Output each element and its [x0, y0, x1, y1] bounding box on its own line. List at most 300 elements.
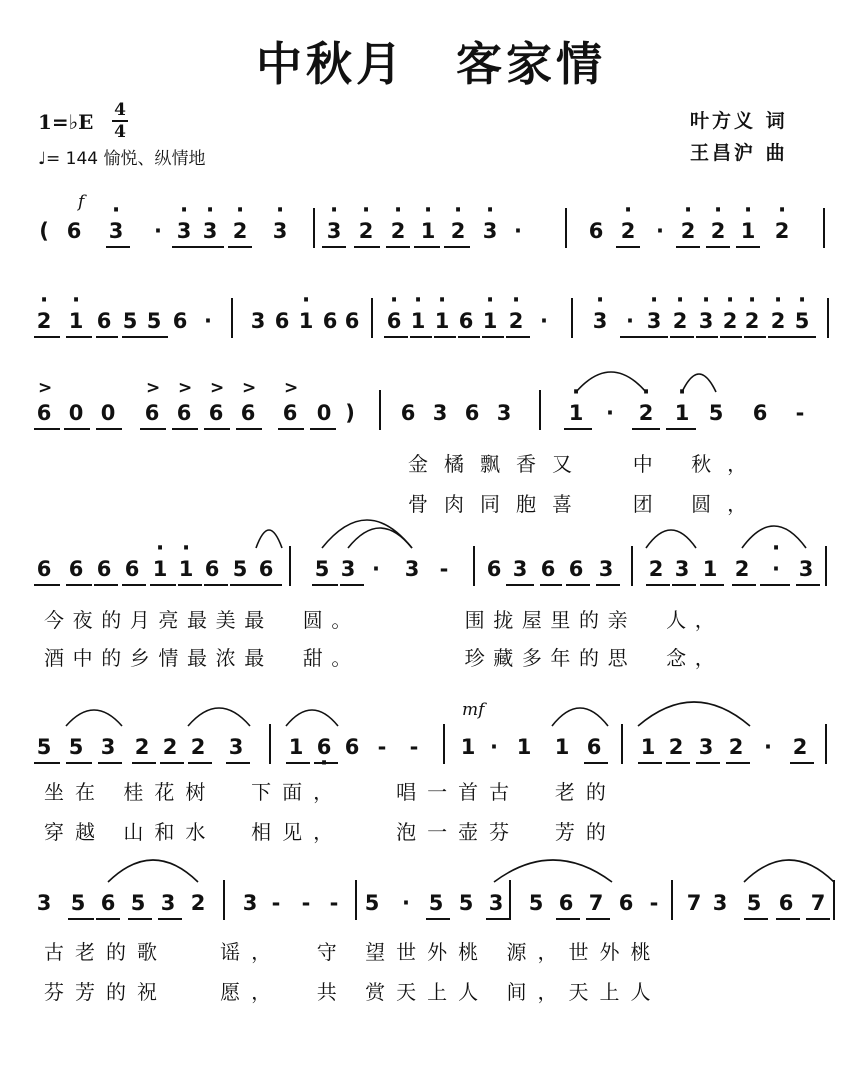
note: 5	[36, 735, 52, 759]
note: · 1	[670, 400, 694, 426]
barline	[379, 390, 381, 430]
note: 5	[746, 891, 762, 915]
note: · 1	[430, 308, 454, 334]
note: 6	[274, 309, 290, 333]
beam-underline	[444, 246, 470, 248]
note: 5	[68, 735, 84, 759]
note: 6 ·	[312, 734, 336, 760]
note: 3	[488, 891, 504, 915]
barline	[289, 546, 291, 586]
augmentation-dot: ·	[514, 219, 522, 243]
note: · 2	[766, 308, 790, 334]
beam-underline	[322, 246, 346, 248]
beam-underline	[726, 762, 750, 764]
barline	[473, 546, 475, 586]
note: · 1	[148, 556, 172, 582]
barline	[231, 298, 233, 338]
beam-underline	[696, 762, 720, 764]
note: 6	[618, 891, 634, 915]
beam-underline	[506, 336, 530, 338]
beam-underline	[458, 336, 480, 338]
sustain-dash: -	[271, 891, 281, 915]
note: 6	[68, 557, 84, 581]
barline	[269, 724, 271, 764]
beam-underline	[720, 336, 742, 338]
score-system	[0, 308, 862, 368]
note: · 3	[478, 218, 502, 244]
note: 6	[540, 557, 556, 581]
note: 3	[228, 735, 244, 759]
time-signature	[110, 100, 130, 142]
beam-underline	[310, 428, 336, 430]
lyric-line-2: 穿越 山和水 相见， 泡一壶芬 芳的	[44, 820, 617, 844]
note: 6	[96, 309, 112, 333]
note: · 2	[446, 218, 470, 244]
beam-underline	[122, 584, 146, 586]
tempo-marking: ♩= 144 愉悦、纵情地	[38, 149, 206, 169]
barline	[671, 880, 673, 920]
beam-underline	[638, 762, 662, 764]
beam-underline	[410, 336, 432, 338]
note: · 2	[770, 218, 794, 244]
sustain-dash: -	[329, 891, 339, 915]
score-system	[0, 218, 862, 278]
beam-underline	[94, 584, 118, 586]
note: · 2	[718, 308, 742, 334]
beam-underline	[128, 918, 152, 920]
note: · 3	[268, 218, 292, 244]
beam-underline	[620, 336, 644, 338]
note: 5	[364, 891, 380, 915]
note: · 3	[198, 218, 222, 244]
slur-arc	[188, 706, 250, 728]
augmentation-dot: ·	[402, 891, 410, 915]
beam-underline	[666, 428, 696, 430]
beam-underline	[150, 584, 176, 586]
lyric-line-2: 酒中的乡情最浓最 甜。 珍藏多年的思 念，	[44, 646, 724, 670]
note: · 3	[642, 308, 666, 334]
note: · 2	[676, 218, 700, 244]
note: 3	[100, 735, 116, 759]
note: · 3	[104, 218, 128, 244]
beam-underline	[672, 584, 696, 586]
note: · 2	[228, 218, 252, 244]
beam-underline	[696, 336, 718, 338]
note: · 1	[736, 218, 760, 244]
beam-underline	[204, 428, 230, 430]
augmentation-dot: ·	[154, 219, 162, 243]
beam-underline	[204, 584, 228, 586]
slur-arc	[286, 708, 338, 728]
augmentation-dot: ·	[606, 401, 614, 425]
note: 0	[316, 401, 332, 425]
note: · 3	[588, 308, 612, 334]
note: 6	[144, 401, 160, 425]
beam-underline	[158, 918, 182, 920]
barline	[509, 880, 511, 920]
note: 6	[344, 309, 360, 333]
beam-underline	[670, 336, 694, 338]
slur-arc	[552, 706, 608, 728]
note: 6	[464, 401, 480, 425]
lyric-line-1: 坐在 桂花树 下面， 唱一首古 老的	[44, 780, 617, 804]
score-system	[0, 890, 862, 1004]
note: · 2	[634, 400, 658, 426]
beam-underline	[586, 918, 610, 920]
beam-underline	[106, 246, 130, 248]
beam-underline	[732, 584, 756, 586]
augmentation-dot: ·	[540, 309, 548, 333]
lyric-line-2: 芬芳的祝 愿， 共 赏天上人 间，天上人	[44, 980, 662, 1004]
note: )	[345, 401, 355, 425]
barline	[571, 298, 573, 338]
note: 3	[674, 557, 690, 581]
slur-arc	[348, 526, 412, 550]
beam-underline	[132, 762, 156, 764]
note: 1	[516, 735, 532, 759]
beam-underline	[64, 428, 90, 430]
beam-underline	[230, 584, 256, 586]
beam-underline	[68, 918, 94, 920]
sustain-dash: -	[409, 735, 419, 759]
note: · 5	[790, 308, 814, 334]
note: 5	[458, 891, 474, 915]
note: 2	[190, 891, 206, 915]
note: 7	[588, 891, 604, 915]
slur-arc	[638, 700, 750, 728]
augmentation-dot: ·	[764, 735, 772, 759]
key-signature: 1=♭E	[38, 110, 94, 134]
note: 3	[496, 401, 512, 425]
slur-arc	[66, 708, 122, 728]
lyric-line-2: 骨肉同胞喜 团 圆，	[408, 492, 764, 516]
beam-underline	[236, 428, 262, 430]
slur-arc	[256, 528, 282, 550]
accent-mark: >	[210, 378, 225, 398]
note: 3	[598, 557, 614, 581]
beam-underline	[96, 428, 122, 430]
barline	[631, 546, 633, 586]
barline	[823, 208, 825, 248]
beam-underline	[426, 918, 450, 920]
note: 2	[792, 735, 808, 759]
beam-underline	[256, 584, 282, 586]
note: 3	[698, 735, 714, 759]
note: 6	[778, 891, 794, 915]
lyric-line-1: 金橘飘香又 中 秋，	[408, 452, 764, 476]
note: 6	[486, 557, 502, 581]
beam-underline	[66, 584, 92, 586]
beam-underline	[286, 762, 310, 764]
beam-underline	[482, 336, 504, 338]
beam-underline	[744, 336, 766, 338]
slur-arc	[494, 858, 612, 884]
note: · 2	[354, 218, 378, 244]
accent-mark: >	[242, 378, 257, 398]
note: · 1	[174, 556, 198, 582]
note: 5	[528, 891, 544, 915]
note: 6	[100, 891, 116, 915]
note: 6	[752, 401, 768, 425]
augmentation-dot: · ·	[764, 556, 788, 582]
beam-underline	[632, 428, 660, 430]
beam-underline	[776, 918, 800, 920]
note: · 3	[172, 218, 196, 244]
lyric-line-1: 今夜的月亮最美最 圆。 围拢屋里的亲 人，	[44, 608, 724, 632]
beam-underline	[486, 918, 510, 920]
beam-underline	[140, 428, 166, 430]
note: 7	[810, 891, 826, 915]
beam-underline	[314, 762, 338, 764]
note: · 2	[706, 218, 730, 244]
note: 5	[122, 309, 138, 333]
beam-underline	[584, 762, 608, 764]
beam-underline	[556, 918, 580, 920]
note: 5	[708, 401, 724, 425]
beam-underline	[792, 336, 816, 338]
beam-underline	[34, 428, 60, 430]
note: 6	[124, 557, 140, 581]
time-signature-bottom: 4	[114, 121, 126, 142]
beam-underline	[172, 246, 196, 248]
dynamic-forte: f	[78, 192, 85, 212]
sustain-dash: -	[439, 557, 449, 581]
note: 6	[66, 219, 82, 243]
note: 5	[70, 891, 86, 915]
beam-underline	[34, 336, 60, 338]
slur-arc	[742, 524, 806, 550]
beam-underline	[66, 336, 92, 338]
beam-underline	[66, 762, 92, 764]
note: 5	[130, 891, 146, 915]
beam-underline	[386, 246, 410, 248]
sustain-dash: -	[649, 891, 659, 915]
beam-underline	[666, 762, 690, 764]
note: · 3	[694, 308, 718, 334]
beam-underline	[596, 584, 620, 586]
beam-underline	[278, 428, 304, 430]
note: 1	[702, 557, 718, 581]
note: 6	[258, 557, 274, 581]
note: · 3	[322, 218, 346, 244]
beam-underline	[616, 246, 640, 248]
note: 2	[134, 735, 150, 759]
note: 3	[404, 557, 420, 581]
note: 5	[146, 309, 162, 333]
note: 3	[798, 557, 814, 581]
barline	[443, 724, 445, 764]
note: · 2	[386, 218, 410, 244]
beam-underline	[706, 246, 730, 248]
note: 6	[240, 401, 256, 425]
sustain-dash: -	[301, 891, 311, 915]
note: · 2	[32, 308, 56, 334]
note: · 1	[294, 308, 318, 334]
note: 6	[458, 309, 474, 333]
note: · 1	[564, 400, 588, 426]
note: 1	[288, 735, 304, 759]
note: 3	[340, 557, 356, 581]
note: 6	[588, 219, 604, 243]
augmentation-dot: ·	[490, 735, 498, 759]
dynamic-mezzo-forte: mf	[462, 700, 485, 720]
beam-underline	[790, 762, 814, 764]
barline	[833, 880, 835, 920]
slur-arc	[576, 370, 646, 394]
sustain-dash: -	[795, 401, 805, 425]
composer-credit: 王昌沪 曲	[690, 142, 788, 164]
note: 5	[428, 891, 444, 915]
note: 2	[668, 735, 684, 759]
barline	[371, 298, 373, 338]
lyricist-credit: 叶方义 词	[690, 110, 788, 132]
slur-arc	[108, 858, 198, 884]
beam-underline	[196, 246, 224, 248]
beam-underline	[414, 246, 440, 248]
beam-underline	[760, 584, 790, 586]
beam-underline	[744, 918, 768, 920]
beam-underline	[736, 246, 760, 248]
barline	[355, 880, 357, 920]
score-system	[0, 734, 862, 844]
beam-underline	[98, 762, 122, 764]
beam-underline	[226, 762, 250, 764]
time-signature-top: 4	[114, 100, 126, 120]
barline	[313, 208, 315, 248]
note: 3	[242, 891, 258, 915]
beam-underline	[178, 584, 202, 586]
beam-underline	[644, 336, 668, 338]
beam-underline	[96, 918, 120, 920]
note: 6	[208, 401, 224, 425]
beam-underline	[144, 336, 168, 338]
note: 6	[176, 401, 192, 425]
note: 5	[314, 557, 330, 581]
augmentation-dot: ·	[204, 309, 212, 333]
song-title: 中秋月 客家情	[256, 37, 606, 91]
score-system	[0, 378, 862, 516]
barline	[827, 298, 829, 338]
note: 6	[400, 401, 416, 425]
note: · 2	[616, 218, 640, 244]
note: · 1	[416, 218, 440, 244]
barline	[825, 546, 827, 586]
accent-mark: >	[284, 378, 299, 398]
slur-arc	[744, 858, 834, 884]
beam-underline	[354, 246, 380, 248]
note: 1	[554, 735, 570, 759]
accent-mark: >	[146, 378, 161, 398]
note: 3	[36, 891, 52, 915]
note: 6	[558, 891, 574, 915]
note: 3	[432, 401, 448, 425]
note: 6	[344, 735, 360, 759]
note: 6	[204, 557, 220, 581]
beam-underline	[566, 584, 590, 586]
beam-underline	[646, 584, 670, 586]
beam-underline	[172, 428, 198, 430]
beam-underline	[540, 584, 562, 586]
note: 2	[728, 735, 744, 759]
beam-underline	[340, 584, 364, 586]
augmentation-dot: ·	[656, 219, 664, 243]
note: 6	[36, 557, 52, 581]
note: 2	[648, 557, 664, 581]
note: 3	[712, 891, 728, 915]
barline	[223, 880, 225, 920]
lyric-line-1: 古老的歌 谣， 守 望世外桃 源，世外桃	[44, 940, 662, 964]
note: · 1	[64, 308, 88, 334]
beam-underline	[434, 336, 456, 338]
note: 6	[568, 557, 584, 581]
note: · 1	[478, 308, 502, 334]
augmentation-dot: ·	[626, 309, 634, 333]
beam-underline	[700, 584, 724, 586]
note: 7	[686, 891, 702, 915]
beam-underline	[122, 336, 144, 338]
beam-underline	[34, 762, 60, 764]
beam-underline	[796, 584, 820, 586]
note: 2	[162, 735, 178, 759]
beam-underline	[34, 584, 60, 586]
accent-mark: >	[38, 378, 53, 398]
beam-underline	[676, 246, 700, 248]
slur-arc	[646, 528, 696, 550]
sustain-dash: -	[377, 735, 387, 759]
beam-underline	[228, 246, 252, 248]
note: 2	[190, 735, 206, 759]
beam-underline	[96, 336, 118, 338]
barline	[539, 390, 541, 430]
note: 3	[250, 309, 266, 333]
beam-underline	[188, 762, 212, 764]
note: 2	[734, 557, 750, 581]
repeat-open-paren: (	[39, 219, 49, 243]
barline	[825, 724, 827, 764]
barline	[565, 208, 567, 248]
beam-underline	[506, 584, 534, 586]
note: 6	[96, 557, 112, 581]
note: 3	[512, 557, 528, 581]
note: 6	[36, 401, 52, 425]
beam-underline	[806, 918, 830, 920]
note: 6	[172, 309, 188, 333]
beam-underline	[768, 336, 792, 338]
note: · 2	[740, 308, 764, 334]
note: 1	[460, 735, 476, 759]
note: 6	[282, 401, 298, 425]
note: · 1	[406, 308, 430, 334]
note: 5	[232, 557, 248, 581]
note: · 2	[504, 308, 528, 334]
note: 0	[100, 401, 116, 425]
note: 0	[68, 401, 84, 425]
beam-underline	[160, 762, 184, 764]
beam-underline	[312, 584, 338, 586]
beam-underline	[384, 336, 408, 338]
accent-mark: >	[178, 378, 193, 398]
barline	[621, 724, 623, 764]
note: · 2	[668, 308, 692, 334]
augmentation-dot: ·	[372, 557, 380, 581]
slur-arc	[682, 372, 716, 394]
beam-underline	[564, 428, 592, 430]
note: 3	[160, 891, 176, 915]
score-system	[0, 556, 862, 670]
note: 6	[586, 735, 602, 759]
note: 1	[640, 735, 656, 759]
note: 6	[322, 309, 338, 333]
